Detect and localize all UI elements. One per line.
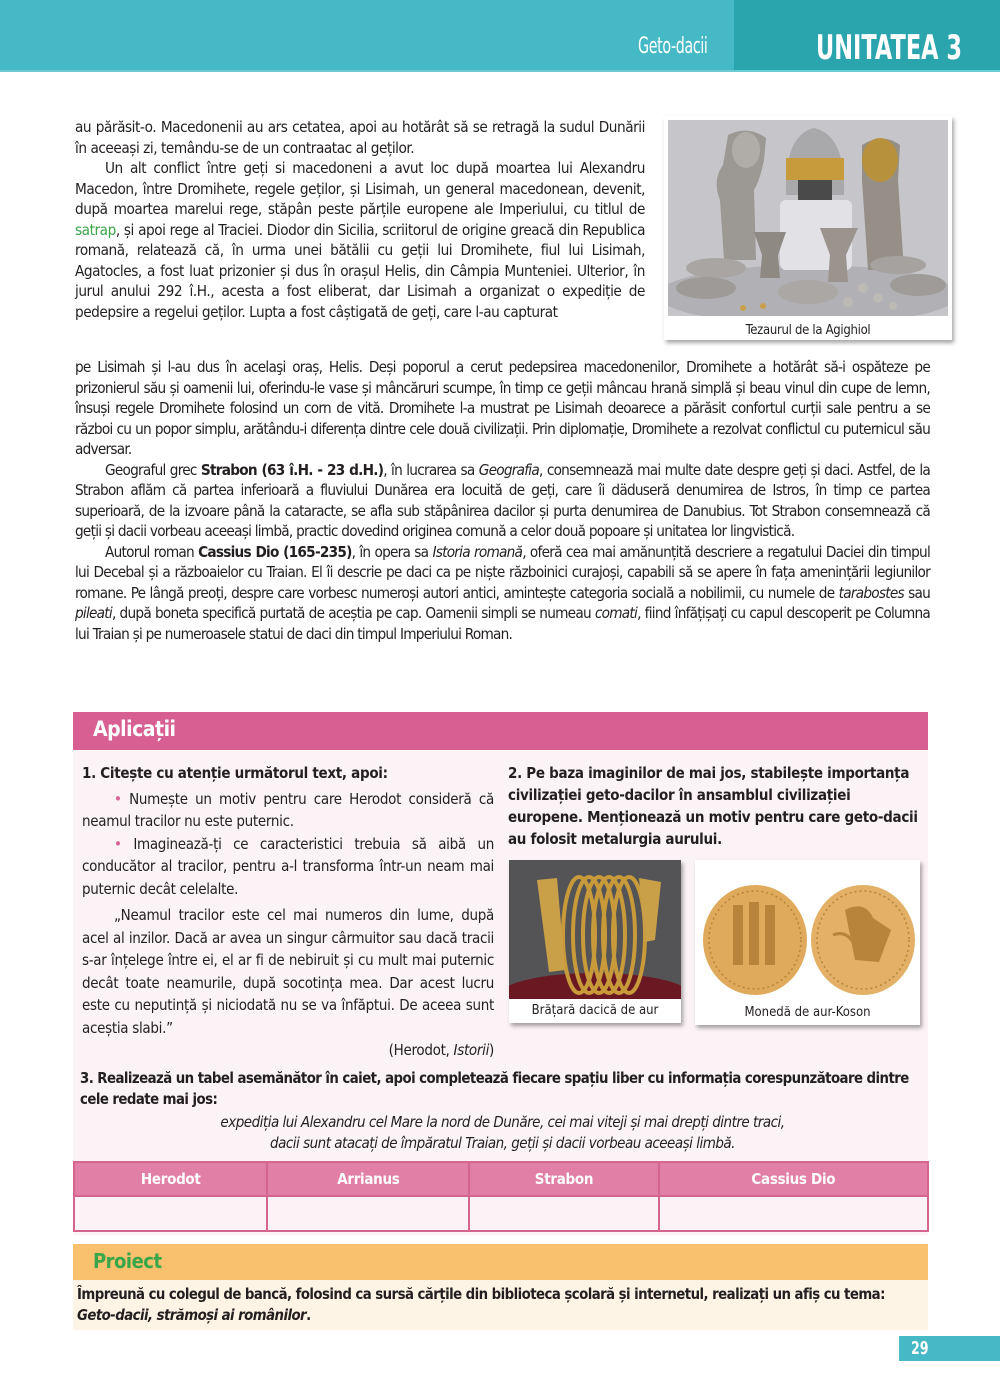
proiect-text: Împreună cu colegul de bancă, folosind ca sursă cărțile din biblioteca școlară și internetul, realizați un afiș cu tema: Geto-dacii, strămoși ai românilor.	[77, 1286, 885, 1324]
bracelet-illustration	[509, 860, 681, 999]
figure-koson-coin	[695, 860, 920, 1025]
table-header-cassius-dio: Cassius Dio	[659, 1162, 928, 1196]
section-title: Geto-dacii	[638, 34, 708, 59]
coin-caption: Monedă de aur-Koson	[744, 1005, 871, 1020]
table-cell-blank[interactable]	[659, 1196, 928, 1231]
body-text-top	[75, 117, 645, 322]
bullet-icon: •	[114, 834, 122, 853]
exercise-3-options	[75, 1112, 930, 1154]
glossary-term-satrap[interactable]: satrap	[75, 220, 116, 239]
unit-badge	[734, 0, 1000, 70]
figure-agighiol-treasure	[664, 116, 952, 340]
author-cassius-dio: Cassius Dio (165-235)	[198, 542, 352, 561]
term-comati: comati	[594, 604, 638, 622]
paragraph-4: Autorul roman Cassius Dio (165-235), în opera sa Istoria romană, oferă cea mai amănunțită descriere a regatului Daciei din timpul lui Decebal și a războaielor cu Traian. El îi descrie pe daci ca pe niște războinici curajoși, capabili să se apere în fața amenințării legiunilor romane. Pe lângă preoți, despre care vorbesc numeroși autori antici, amintește categoria socială a nobilimii, cu numele de tarabostes sau pileati, după boneta specifică purtată de aceștia pe cap. Oamenii simpli se numeau comati, fiind înfățișați cu capul descoperit pe Columna lui Traian și pe numeroasele statui de daci din timpul Imperiului Roman.	[75, 542, 931, 643]
author-strabon: Strabon (63 î.H. - 23 d.H.)	[200, 460, 384, 479]
term-pileati: pileati	[75, 604, 112, 622]
bullet-icon: •	[114, 789, 122, 808]
options-line: dacii sunt atacați de împăratul Traian, geții și dacii vorbeau aceeași limbă.	[270, 1134, 735, 1152]
exercise-1-bullet: • Numește un motiv pentru care Herodot consideră că neamul tracilor nu este puternic.	[82, 789, 494, 830]
table-header-arrianus: Arrianus	[267, 1162, 469, 1196]
table-cell-blank[interactable]	[469, 1196, 658, 1231]
coin-photo	[695, 860, 920, 1000]
options-line: expediția lui Alexandru cel Mare la nord de Dunăre, cei mai viteji și mai drepți dintre traci,	[220, 1113, 785, 1131]
quote-citation: (Herodot, Istorii)	[388, 1041, 494, 1059]
treasure-illustration	[668, 120, 948, 316]
body-text-main	[75, 357, 930, 644]
table-header-herodot: Herodot	[74, 1162, 267, 1196]
figure-caption: Tezaurul de la Agighiol	[745, 323, 871, 338]
page-number-badge	[899, 1336, 1000, 1361]
unit-label: UNITATEA 3	[816, 28, 962, 68]
table-cell-blank[interactable]	[74, 1196, 267, 1231]
paragraph-3: Geograful grec Strabon (63 î.H. - 23 d.H.), în lucrarea sa Geografia, consemnează mai multe date despre geți și daci. Astfel, de la Strabon aflăm că partea inferioară a fluviului Dunărea era locuită de geți, care îi däduseră denumirea de Istros, în timp ce partea superioară, de la izvoare până la cataracte, se afla sub stăpânirea dacilor și purta denumirea de Danubius. Tot Strabon consemnează că geții și dacii vorbeau aceeași limbă, practic dovedind originea comună a celor două popoare și unitatea lor lingvistică.	[75, 460, 930, 540]
table-cell-blank[interactable]	[267, 1196, 469, 1231]
proiect-header	[73, 1244, 928, 1280]
work-geografia: Geografia	[478, 460, 539, 479]
bracelet-photo	[509, 860, 681, 999]
authors-table	[73, 1161, 929, 1232]
aplicatii-header	[73, 712, 928, 750]
page-number: 29	[911, 1338, 929, 1359]
exercise-2: 2. Pe baza imaginilor de mai jos, stabilește importanța civilizației geto-dacilor în ansamblul civilizației europene. Menționează un motiv pentru care geto-dacii au folosit metalurgia aurului.	[508, 764, 918, 848]
proiect-title: Proiect	[93, 1249, 162, 1273]
exercise-3: 3. Realizează un tabel asemănător în caiet, apoi completează fiecare spațiu liber cu informația corespunzătoare dintre cele redate mai jos:	[80, 1070, 909, 1108]
paragraph-1: au părăsit-o. Macedonenii au ars cetatea, apoi au hotărât să se retragă la sudul Dunării în aceeași zi, temându-se de un contraatac al geților.	[75, 118, 645, 157]
table-header-strabon: Strabon	[469, 1162, 658, 1196]
exercise-1-bullet: • Imaginează-ți ce caracteristici trebuia să aibă un conducător al tracilor, pentru a-l transforma într-un neam mai puternic decât celelalte.	[82, 834, 494, 898]
page-header	[0, 0, 1000, 72]
table-header-row	[74, 1162, 928, 1196]
work-istoria-romana: Istoria romană	[432, 542, 523, 561]
paragraph-2: Un alt conflict între geți si macedoneni a avut loc după moartea lui Alexandru Macedon, între Dromihete, regele geților, și Lisimah, un general macedonean, devenit, după moartea marelui rege, stăpân peste părțile europene ale Imperiului, cu titlul de satrap, și apoi rege al Traciei. Diodor din Sicilia, scriitorul de origine greacă din Republica romană, relatează că, în urma unei bătălii cu geții lui Dromihete, fiul lui Lisimah, Agatocles, a fost luat prizonier și dus în orașul Helis, din Câmpia Munteniei. Ulterior, în jurul anului 292 î.H., acesta a fost eliberat, dar Lisimah a organizat o expediție de pedepsire a regelui geților. Lupta a fost câștigată de geți, care l-au capturat	[75, 159, 645, 321]
treasure-photo	[668, 120, 948, 316]
figure-gold-bracelet	[509, 860, 681, 1023]
proiect-theme: Geto-dacii, strămoși ai românilor	[77, 1307, 307, 1324]
exercise-1-title: 1. Citește cu atenție următorul text, apoi:	[82, 764, 388, 782]
coin-illustration	[695, 860, 920, 1000]
herodot-quote: „Neamul tracilor este cel mai numeros din lume, după acel al inzilor. Dacă ar avea un singur cârmuitor sau dacă tracii s-ar înțelege între ei, el ar fi de nebiruit și cu mult mai puternic decât toate neamurile, după socotința mea. Dar acest lucru este cu neputință și niciodată nu se va înfăptui. De aceea sunt aceștia slabi.”	[82, 906, 494, 1037]
table-row	[74, 1196, 928, 1231]
term-tarabostes: tarabostes	[838, 583, 904, 602]
aplicatii-title: Aplicații	[93, 717, 176, 741]
paragraph-2-continued: pe Lisimah și l-au dus în acelaşi oraș, Helis. Deși poporul a cerut pedepsirea macedonenilor, Dromihete a hotărât să-i ospăteze pe prizonierul său și oamenii lui, oferindu-le vase și mâncăruri scumpe, în timp ce geții mâncau hrană simplă și beau vinul din cupe de lemn, însuși regele Dromihete folosind un corn de vită. Dromihete l-a mustrat pe Lisimah deoarece a părăsit confortul curții sale pentru a se război cu un popor simplu, arătându-i diferența dintre cele două civilizații. Prin diplomație, Dromihete a rezolvat conflictul cu puternicul său adversar.	[75, 358, 930, 458]
exercise-1	[82, 762, 494, 1062]
bracelet-caption: Brățară dacică de aur	[531, 1003, 659, 1018]
